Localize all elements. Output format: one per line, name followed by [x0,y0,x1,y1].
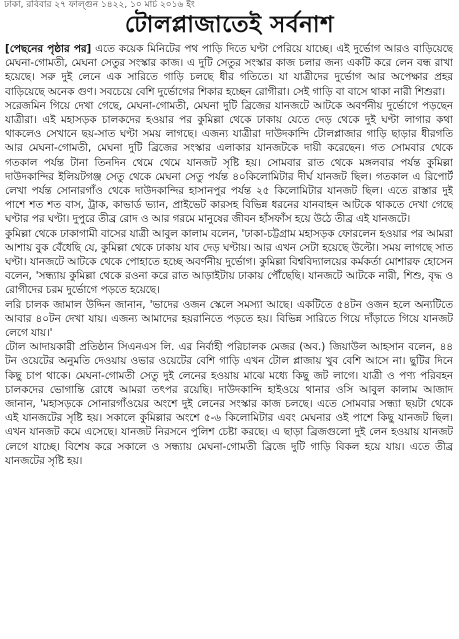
paragraph [5,42,453,99]
paragraph: কুমিল্লা থেকে ঢাকাগামী বাসের যাত্রী আবুল কালাম বলেন, 'ঢাকা-চট্টগ্রাম মহাসড়ক ফোরলেন হওয়ার পর আমরা আশায় বুক বেঁধেছি যে, কুমিল্লা থেকে ঢাকায় যাব দেড় ঘণ্টায়। আর এখন সেটা হয়েছে উল্টো। সময় লাগছে সাত ঘণ্টা। যানজটে আটকে থেকে পোহাতে হচ্ছে অবর্ণনীয় দুর্ভোগ। কুমিল্লা বিশ্ববিদ্যালয়ের কর্মকর্তা মোশারফ হোসেন বলেন, 'সন্ধ্যায় কুমিল্লা থেকে রওনা করে রাত আড়াইটায় ঢাকায় পৌঁছেছি। যানজটে আটকে নারী, শিশু, বৃদ্ধ ও রোগীদের চরম দুর্ভোগে পড়তে হয়েছে। [5,227,453,297]
paragraph: লরি চালক জামাল উদ্দিন জানান, 'ভাদের ওজন স্কেলে সমস্যা আছে। একটিতে ৫৪টন ওজন হলে অন্যটিতে আবার ৪০টন দেখা যায়। এজন্য আমাদের হয়রানিতে পড়তে হয়। বিভিন্ন সারিতে গিয়ে দাঁড়াতে গিয়ে যানজট লেগে যায়।' [5,298,453,340]
headline: টোলপ্লাজাতেই সর্বনাশ [124,12,335,38]
continued-label: [পেছনের পৃষ্ঠার পর] [5,43,92,55]
page-header-strip: ঢাকা, রবিবার ২৭ ফাল্গুন ১৪২২, ১০ মার্চ ২০১৬ ইং [4,0,195,10]
article-body [5,42,453,636]
paragraph-text: এতে কয়েক মিনিটের পথ পাড়ি দিতে ঘণ্টা পেরিয়ে যাচ্ছে। এই দুর্ভোগ আরও বাড়িয়েছে মেঘনা-গোমতী, মেঘনা সেতুর সংস্কার কাজ। এ দুটি সেতুর সংস্কার কাজ চলার জন্য একটি করে লেন বন্ধ রাখা হয়েছে। সরু দুই লেনে এক সারিতে গাড়ি চলছে ধীর গতিতে। যা যাত্রীদের দুর্ভোগ আর অপেক্ষার প্রহর বাড়িয়েছে অনেক গুণ। সবচেয়ে বেশি দুর্ভোগের শিকার হচ্ছেন রোগীরা। সেই গাড়ি বা বাসে থাকা নারী শিশুরা। [5,43,453,98]
paragraph: সরেজমিন গিয়ে দেখা গেছে, মেঘনা-গোমতী, মেঘনা দুটি ব্রিজের যানজটে আটকে অবর্ণনীয় দুর্ভোগে পড়ছেন যাত্রীরা। এই মহাসড়ক চালকদের হওয়ার পর কুমিল্লা থেকে ঢাকায় যেতে দেড় থেকে দুই ঘণ্টা লাগার কথা থাকলেও সেখানে ছয়-সাত ঘণ্টা সময় লাগছে। এজন্য যাত্রীরা দাউদকান্দি টোলপ্লাজার গাড়ি ছাড়ার ধীরগতি আর মেঘনা-গোমতী, মেঘনা দুটি ব্রিজের সংস্কার এলাকার যানজটকে দায়ী করেছেন। গত সোমবার থেকে গতকাল পর্যন্ত টানা তিনদিন থেমে থেমে যানজট সৃষ্টি হয়। সোমবার রাত থেকে মঙ্গলবার পর্যন্ত কুমিল্লা দাউদকান্দির ইলিয়টগঞ্জ সেতু থেকে মেঘনা সেতু পর্যন্ত ৪০কিলোমিটার দীর্ঘ যানজট ছিল। গতকাল এ রিপোর্ট লেখা পর্যন্ত সোনারগাঁও থেকে দাউদকান্দির হাসানপুর পর্যন্ত ২৫ কিলোমিটার যানজট ছিল। এতে রাস্তার দুই পাশে শত শত বাস, ট্রাক, কাভার্ড ভ্যান, প্রাইভেট কারসহ বিভিন্ন ধরনের যানবাহন আটকে থাকতে দেখা গেছে ঘণ্টার পর ঘণ্টা। দুপুরে তীব্র রোদ ও আর গরমে মানুষের জীবন হাঁসফাঁস হয়ে উঠে তীব্র এই যানজটে। [5,99,453,226]
paragraph: টোল আদায়কারী প্রতিষ্ঠান সিএনএস লি. এর নির্বাহী পরিচালক মেজর (অব.) জিয়াউল আহসান বলেন, ৪৪ টন ওয়েটের অনুমতি দেওয়ায় ওভার ওয়েটের বেশি গাড়ি এখন টোল প্লাজায় খুব বেশি আসে না। ছুটির দিনে কিছু চাপ থাকে। মেঘনা-গোমতী সেতু দুই লেনের হওয়ায় মাঝে মধ্যে কিছু জট লাগে। যাত্রী ও পণ্য পরিবহন চালকদের ভোগান্তি রোধে আমরা তৎপর রয়েছি। দাউদকান্দি হাইওয়ে থানার ওসি আবুল কালাম আজাদ জানান, 'মহাসড়কে সোনারগাঁওয়ের অংশে দুই লেনের সংস্কার কাজ চলছে। এতে সোমবার সন্ধ্যা ছয়টা থেকে এই যানজটের সৃষ্টি হয়। সকালে কুমিল্লার অংশে ৫-৬ কিলোমিটার এবং মেঘনার ওই পাশে কিছু যানজট ছিল। এখন যানজট কমে এসেছে। যানজট নিরসনে পুলিশ চেষ্টা করছে। এ ছাড়া ব্রিজগুলো দুই লেন হওয়ায় যানজট লেগে যাচ্ছে। বিশেষ করে সকালে ও সন্ধ্যায় মেঘনা-গোমতী ব্রিজে দুটি গাড়ি বিকল হয়ে যায়। এতে তীব্র যানজটের সৃষ্টি হয়। [5,341,453,467]
